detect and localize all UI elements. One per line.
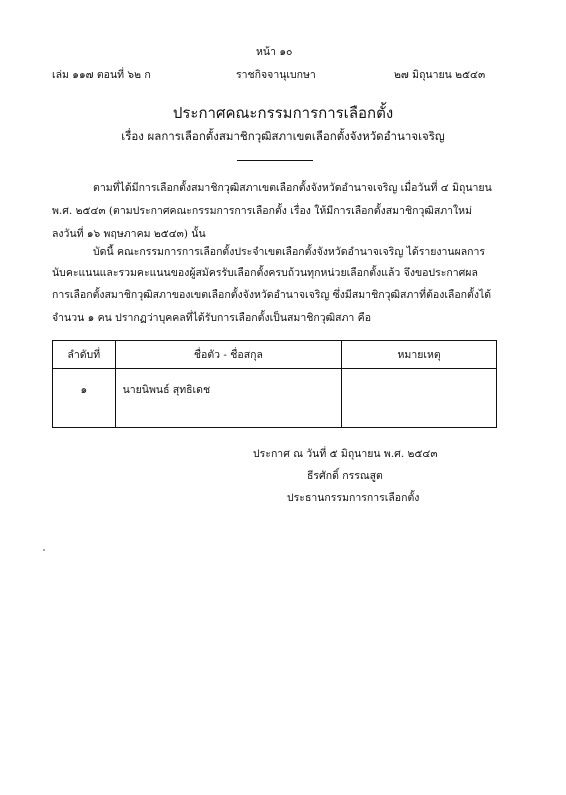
document-subtitle: เรื่อง ผลการเลือกตั้งสมาชิกวุฒิสภาเขตเลือกตั้งจังหวัดอำนาจเจริญ [121,129,445,143]
signatory-name: ธีรศักดิ์ กรรณสูต [307,470,383,482]
gazette-volume: เล่ม ๑๑๗ ตอนที่ ๖๒ ก [52,69,151,81]
row-name-cell [115,369,342,428]
paragraph-2-line-1: บัดนี้ คณะกรรมการการเลือกตั้งประจำเขตเลือกตั้งจังหวัดอำนาจเจริญ ได้รายงานผลการ [93,246,486,258]
paragraph-2-line-3: การเลือกตั้งสมาชิกวุฒิสภาของเขตเลือกตั้งจังหวัดอำนาจเจริญ ซึ่งมีสมาชิกวุฒิสภาที่ต้องเลือกตั้งได้ [52,289,492,301]
column-header-name: ชื่อตัว - ชื่อสกุล [115,341,342,369]
column-header-order: ลำดับที่ [53,341,116,369]
table-row [53,369,497,428]
row-order-cell [53,369,116,428]
page-number: หน้า ๑๐ [256,46,293,58]
announcement-date: ประกาศ ณ วันที่ ๕ มิถุนายน พ.ศ. ๒๕๔๓ [253,448,438,460]
paragraph-2-line-2: นับคะแนนและรวมคะแนนของผู้สมัครรับเลือกตั้งครบถ้วนทุกหน่วยเลือกตั้งแล้ว จึงขอประกาศผล [52,267,478,279]
row-name: นายนิพนธ์ สุทธิเดช [122,384,211,396]
scan-speck [43,549,45,551]
paragraph-1-line-3: ลงวันที่ ๑๖ พฤษภาคม ๒๕๔๓) นั้น [52,228,206,240]
signatory-position: ประธานกรรมการการเลือกตั้ง [287,492,420,504]
results-table [52,340,497,428]
gazette-name: ราชกิจจานุเบกษา [236,69,316,81]
column-header-remark: หมายเหตุ [342,341,497,369]
title-divider [237,160,313,161]
row-order: ๑ [80,384,88,396]
table-header-row [53,341,497,369]
paragraph-1-line-1: ตามที่ได้มีการเลือกตั้งสมาชิกวุฒิสภาเขตเลือกตั้งจังหวัดอำนาจเจริญ เมื่อวันที่ ๔ มิถุนายน [93,182,492,194]
paragraph-2-line-4: จำนวน ๑ คน ปรากฏว่าบุคคลที่ได้รับการเลือกตั้งเป็นสมาชิกวุฒิสภา คือ [52,312,371,324]
paragraph-1-line-2: พ.ศ. ๒๕๔๓ (ตามประกาศคณะกรรมการการเลือกตั้ง เรื่อง ให้มีการเลือกตั้งสมาชิกวุฒิสภาใหม่ [52,205,473,217]
document-title: ประกาศคณะกรรมการการเลือกตั้ง [172,104,394,122]
row-remark-cell [342,369,497,428]
gazette-date: ๒๗ มิถุนายน ๒๕๔๓ [394,69,486,81]
